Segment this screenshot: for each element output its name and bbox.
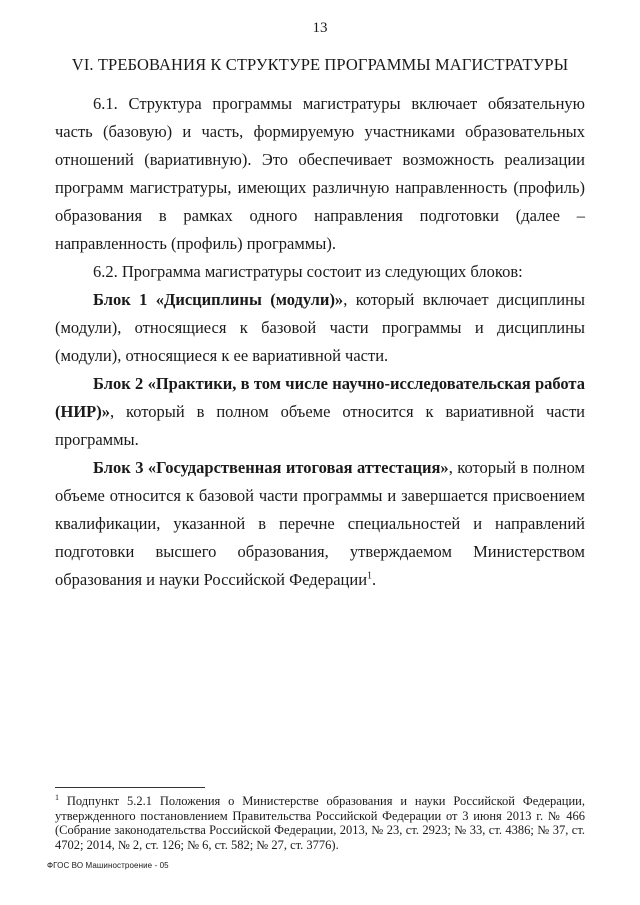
paragraph-block-2 — [55, 370, 585, 454]
footnote-separator — [55, 787, 205, 788]
block-3-text: , который в полном объеме относится к базовой части программы и завершается присвоением квалификации, указанной в перечне специальностей и направлений подготовки высшего образования, утверждаемом Министерством образования и науки Российской Федерации — [55, 458, 585, 589]
paragraph-6-1: 6.1. Структура программы магистратуры включает обязательную часть (базовую) и часть, формируемую участниками образовательных отношений (вариативную). Это обеспечивает возможность реализации программ магистратуры, имеющих различную направленность (профиль) образования в рамках одного направления подготовки (далее – направленность (профиль) программы). — [55, 94, 585, 253]
footnote-marker: 1 — [55, 792, 59, 802]
block-3-title: Блок 3 «Государственная итоговая аттестация» — [93, 458, 449, 477]
paragraph-block-3: Блок 3 «Государственная итоговая аттестация», который в полном объеме относится к базовой части программы и завершается присвоением квалификации, указанной в перечне специальностей и направлений подготовки высшего образования, утверждаемом Министерством образования и науки Российской Федерации$^1$. — [55, 458, 585, 589]
section-title: VI. ТРЕБОВАНИЯ К СТРУКТУРЕ ПРОГРАММЫ МАГИСТРАТУРЫ — [71, 55, 569, 74]
footnote — [55, 794, 585, 852]
document-footer: ФГОС ВО Машиностроение - 05 — [47, 861, 169, 870]
page-number: 13 — [312, 20, 328, 36]
block-1-text: , который включает дисциплины (модули), относящиеся к базовой части программы и дисциплины (модули), относящиеся к ее вариативной части. — [55, 290, 585, 365]
block-2-text: , который в полном объеме относится к вариативной части программы. — [55, 402, 585, 449]
block-1-title: Блок 1 «Дисциплины (модули)» — [93, 290, 344, 309]
block-2-title: Блок 2 «Практики, в том числе научно-исследовательская работа (НИР)» — [55, 374, 585, 421]
paragraph-block-1 — [55, 286, 585, 370]
paragraph-6-2: 6.2. Программа магистратуры состоит из следующих блоков: — [93, 262, 523, 281]
footnote-text: Подпункт 5.2.1 Положения о Министерстве образования и науки Российской Федерации, утвержденного постановлением Правительства Российской Федерации от 3 июня 2013 г. № 466 (Собрание законодательства Российской Федерации, 2013, № 23, ст. 2923; № 33, ст. 4386; № 37, ст. 4702; 2014, № 2, ст. 126; № 6, ст. 582; № 27, ст. 3776). — [55, 794, 585, 852]
document-body — [55, 90, 585, 594]
footnote-reference[interactable]: 1 — [367, 570, 373, 582]
